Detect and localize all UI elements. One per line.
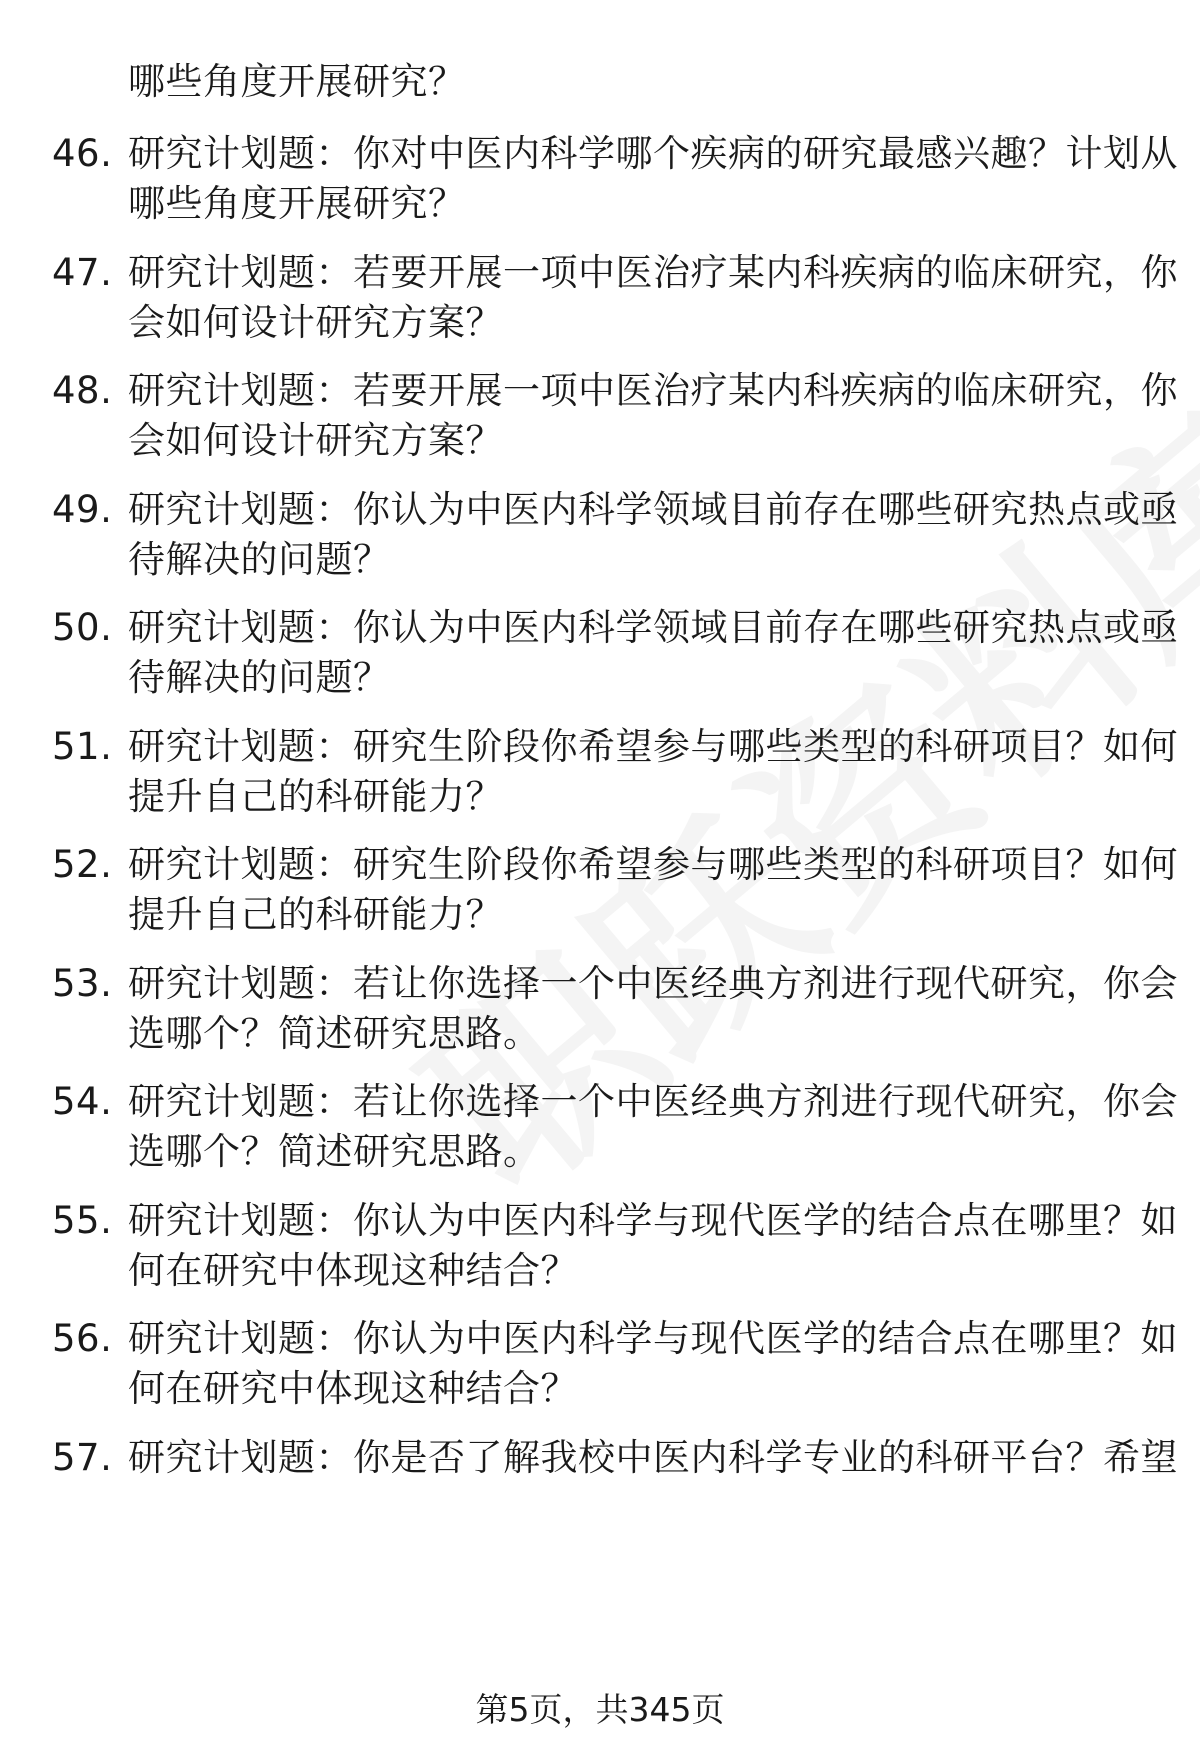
question-text-line2: 提升自己的科研能力？	[128, 774, 503, 818]
question-number: 47.	[52, 250, 113, 294]
question-text-line2: 待解决的问题？	[128, 656, 391, 699]
question-text-line1: 研究计划题：你认为中医内科学与现代医学的结合点在哪里？如	[128, 1198, 1178, 1242]
question-text-line1: 研究计划题：研究生阶段你希望参与哪些类型的科研项目？如何	[128, 843, 1178, 886]
question-number: 48.	[52, 369, 113, 412]
question-text-line2: 何在研究中体现这种结合？	[128, 1367, 578, 1410]
question-number: 50.	[52, 606, 113, 649]
question-text-line1: 研究计划题：你认为中医内科学与现代医学的结合点在哪里？如	[128, 1317, 1178, 1360]
question-number: 57.	[52, 1435, 113, 1479]
question-text-line2: 会如何设计研究方案？	[128, 419, 503, 462]
question-text-line2: 待解决的问题？	[128, 537, 391, 581]
question-text-line2: 提升自己的科研能力？	[128, 893, 503, 936]
continuation-text: 哪些角度开展研究？	[128, 60, 466, 103]
question-text-line2: 何在研究中体现这种结合？	[128, 1248, 578, 1292]
question-text-line2: 哪些角度开展研究？	[128, 182, 466, 225]
question-number: 51.	[52, 724, 113, 768]
question-number: 46.	[52, 132, 113, 175]
question-text-line1: 研究计划题：研究生阶段你希望参与哪些类型的科研项目？如何	[128, 724, 1178, 768]
question-text-line1: 研究计划题：若要开展一项中医治疗某内科疾病的临床研究，你	[128, 369, 1178, 412]
question-number: 56.	[52, 1317, 113, 1360]
question-text-line2: 会如何设计研究方案？	[128, 300, 503, 344]
question-text-line1: 研究计划题：你对中医内科学哪个疾病的研究最感兴趣？计划从	[128, 132, 1178, 175]
question-number: 53.	[52, 961, 113, 1005]
question-text-line1: 研究计划题：若要开展一项中医治疗某内科疾病的临床研究，你	[128, 250, 1178, 294]
question-text-line1: 研究计划题：若让你选择一个中医经典方剂进行现代研究，你会	[128, 961, 1178, 1005]
question-text-line1: 研究计划题：你认为中医内科学领域目前存在哪些研究热点或亟	[128, 487, 1178, 531]
question-number: 52.	[52, 843, 113, 886]
question-text-line1: 研究计划题：你是否了解我校中医内科学专业的科研平台？希望	[128, 1435, 1178, 1479]
question-text-line1: 研究计划题：若让你选择一个中医经典方剂进行现代研究，你会	[128, 1080, 1178, 1123]
question-number: 54.	[52, 1080, 113, 1123]
question-number: 49.	[52, 487, 113, 531]
question-text-line2: 选哪个？简述研究思路。	[128, 1011, 541, 1055]
question-number: 55.	[52, 1198, 113, 1242]
page-footer: 第5页，共345页	[475, 1690, 725, 1729]
question-text-line1: 研究计划题：你认为中医内科学领域目前存在哪些研究热点或亟	[128, 606, 1178, 649]
question-text-line2: 选哪个？简述研究思路。	[128, 1130, 541, 1173]
